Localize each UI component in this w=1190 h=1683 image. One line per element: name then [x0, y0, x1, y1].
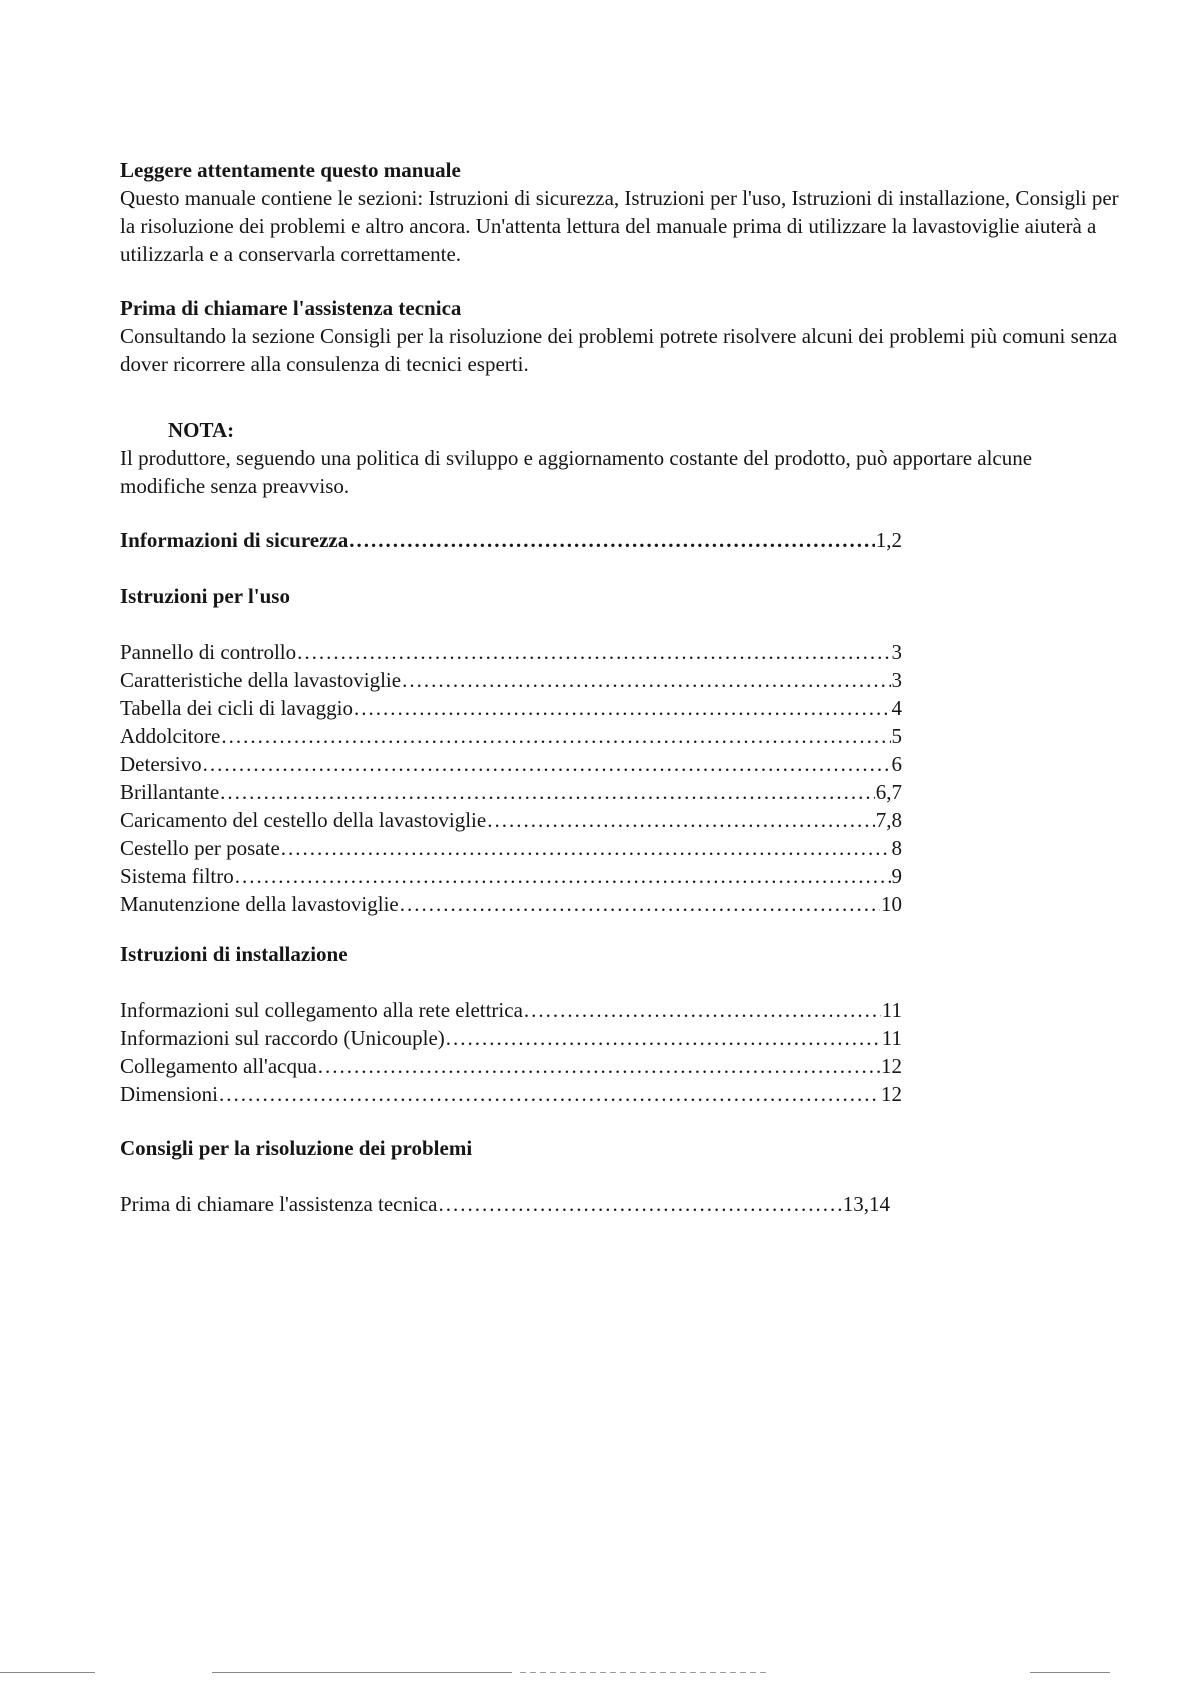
toc-leader-dots [203, 750, 891, 778]
toc-entry-page: 1,2 [875, 528, 902, 552]
toc-entry-page: 3 [891, 668, 902, 692]
toc-entry [120, 722, 902, 750]
toc-entry [120, 750, 902, 778]
toc-entry-page: 11 [881, 998, 902, 1022]
toc-entry [120, 778, 902, 806]
toc-entry [120, 1080, 902, 1108]
toc-entry [120, 1024, 902, 1052]
toc-entry-label: Tabella dei cicli di lavaggio [120, 696, 353, 720]
toc-entry-page: 6,7 [875, 780, 902, 804]
toc-entry [120, 666, 902, 694]
before-call-heading: Prima di chiamare l'assistenza tecnica [120, 296, 462, 320]
toc-entry-page: 12 [881, 1054, 902, 1078]
toc-leader-dots [219, 1080, 880, 1108]
toc-entry-label: Cestello per posate [120, 836, 280, 860]
toc-entry-page: 9 [891, 864, 902, 888]
toc-entry-label: Caratteristiche della lavastoviglie [120, 668, 402, 692]
toc-safety [120, 526, 910, 554]
toc-entry-label: Prima di chiamare l'assistenza tecnica [120, 1192, 438, 1216]
toc-entry-page: 3 [891, 640, 902, 664]
toc-entry-label: Brillantante [120, 780, 220, 804]
toc-entry-label: Informazioni sul raccordo (Unicouple) [120, 1026, 445, 1050]
toc-entry-label: Informazioni di sicurezza [120, 528, 349, 552]
intro-heading: Leggere attentamente questo manuale [120, 158, 461, 182]
toc-troubleshooting-list [120, 1190, 910, 1218]
toc-entry-label: Addolcitore [120, 724, 221, 748]
toc-entry-page: 10 [881, 892, 902, 916]
toc-installation-title: Istruzioni di installazione [120, 942, 348, 966]
toc-entry [120, 890, 902, 918]
toc-leader-dots [235, 862, 891, 890]
toc-leader-dots [220, 778, 875, 806]
toc-usage-list [120, 638, 910, 918]
toc-usage-title: Istruzioni per l'uso [120, 584, 290, 608]
toc-leader-dots [354, 694, 891, 722]
before-call-body: Consultando la sezione Consigli per la risoluzione dei problemi potrete risolvere alcuni dei problemi più comuni senza dover ricorrere alla consulenza di tecnici esperti. [120, 324, 1118, 376]
toc-leader-dots [221, 722, 890, 750]
toc-entry-page: 6 [891, 752, 902, 776]
toc-entry-safety [120, 526, 902, 554]
note-section [120, 416, 1120, 500]
toc-entry-label: Pannello di controllo [120, 640, 297, 664]
toc-entry-page: 4 [891, 696, 902, 720]
toc-entry-label: Sistema filtro [120, 864, 234, 888]
toc-entry [120, 806, 902, 834]
intro-section [120, 156, 1120, 268]
before-call-section [120, 294, 1120, 378]
toc-installation-list [120, 996, 910, 1108]
toc-leader-dots [349, 526, 874, 554]
toc-entry-label: Dimensioni [120, 1082, 218, 1106]
toc-entry-page: 7,8 [875, 808, 902, 832]
toc-troubleshooting-title: Consigli per la risoluzione dei problemi [120, 1136, 473, 1160]
toc-leader-dots [318, 1052, 880, 1080]
toc-leader-dots [487, 806, 875, 834]
toc-entry-page: 11 [881, 1026, 902, 1050]
toc-leader-dots [400, 890, 880, 918]
toc-usage [120, 582, 910, 918]
toc-entry [120, 996, 902, 1024]
scan-edge-line [0, 1672, 95, 1673]
toc-entry [120, 834, 902, 862]
toc-leader-dots [438, 1190, 841, 1218]
intro-body: Questo manuale contiene le sezioni: Istruzioni di sicurezza, Istruzioni per l'uso, Istruzioni di installazione, Consigli per la risoluzione dei problemi e altro ancora. Un'attenta lettura del manuale prima di utilizzare la lavastoviglie aiuterà a utilizzarla e a conservarla correttamente. [120, 186, 1119, 266]
toc-leader-dots [524, 996, 881, 1024]
toc-entry [120, 1190, 890, 1218]
toc-entry-label: Manutenzione della lavastoviglie [120, 892, 399, 916]
toc-entry-label: Detersivo [120, 752, 202, 776]
scan-edge-line [212, 1672, 512, 1673]
toc-entry [120, 694, 902, 722]
toc-entry-page: 8 [891, 836, 902, 860]
toc-entry-page: 12 [881, 1082, 902, 1106]
toc-entry [120, 1052, 902, 1080]
note-heading: NOTA: [168, 418, 235, 442]
toc-troubleshooting [120, 1134, 910, 1218]
toc-entry-page: 13,14 [842, 1192, 890, 1216]
toc-leader-dots [446, 1024, 881, 1052]
toc-entry [120, 862, 902, 890]
toc-entry-label: Caricamento del cestello della lavastoviglie [120, 808, 487, 832]
toc-leader-dots [281, 834, 891, 862]
scan-edge-line [520, 1672, 770, 1673]
toc-leader-dots [402, 666, 890, 694]
toc-entry-label: Informazioni sul collegamento alla rete elettrica [120, 998, 523, 1022]
toc-entry [120, 638, 902, 666]
toc-installation [120, 940, 910, 1108]
toc-leader-dots [297, 638, 890, 666]
toc-entry-page: 5 [891, 724, 902, 748]
toc-entry-label: Collegamento all'acqua [120, 1054, 317, 1078]
note-body: Il produttore, seguendo una politica di sviluppo e aggiornamento costante del prodotto, può apportare alcune modifiche senza preavviso. [120, 446, 1033, 498]
scan-edge-line [1030, 1672, 1110, 1673]
